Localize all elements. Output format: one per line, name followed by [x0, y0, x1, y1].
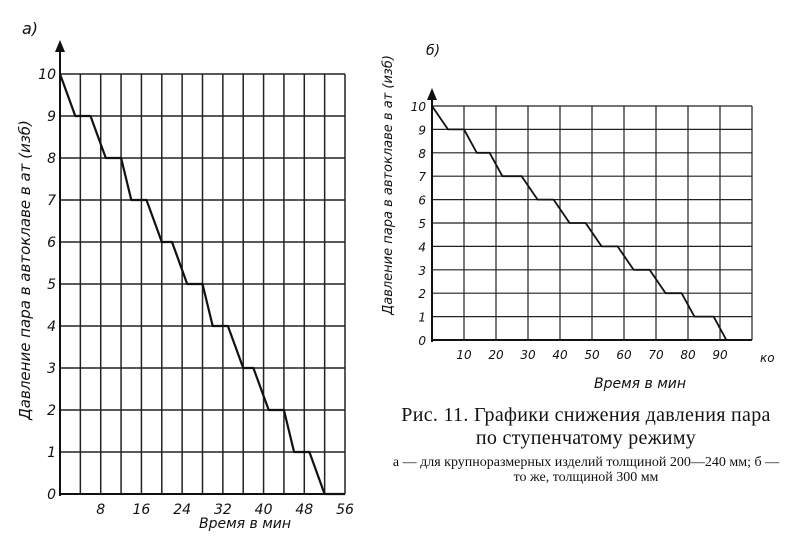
- chart-a-y-tick-label: 8: [47, 151, 56, 167]
- chart-b-y-axis-arrow: [427, 88, 437, 100]
- chart-b-axes: [427, 88, 752, 342]
- chart-a-y-tick-label: 6: [47, 235, 56, 251]
- chart-a-x-tick-label: 56: [336, 502, 354, 518]
- chart-a: [16, 19, 354, 532]
- chart-a-y-tick-label: 10: [38, 67, 56, 83]
- chart-b-y-tick-label: 6: [418, 193, 426, 208]
- chart-b-y-tick-label: 0: [418, 334, 426, 348]
- chart-b-x-tick-label: 80: [680, 348, 696, 362]
- chart-a-axes: [55, 40, 345, 496]
- chart-b-y-axis-title: Давление пара в автоклаве в ат (изб): [381, 55, 396, 315]
- chart-a-y-tick-label: 4: [47, 319, 56, 335]
- chart-b-x-tick-label: 60: [616, 348, 632, 362]
- chart-b-y-tick-label: 1: [418, 310, 426, 325]
- chart-a-x-tick-label: 24: [173, 502, 192, 518]
- chart-b-x-tick-labels: [456, 348, 728, 362]
- chart-a-y-axis-title: Давление пара в автоклаве в ат (изб): [16, 120, 34, 420]
- chart-b-y-tick-labels: [411, 100, 427, 348]
- caption-title: Рис. 11. Графики снижения давления пара по ступенчатому режиму: [401, 404, 771, 449]
- chart-b-x-tick-label: 40: [552, 348, 568, 362]
- chart-b-x-tick-label: 30: [520, 348, 536, 362]
- chart-b-x-tick-label: 70: [648, 348, 664, 362]
- caption-note: а — для крупноразмерных изделий толщиной 200—240 мм; б — то же, толщиной 300 мм: [392, 455, 780, 485]
- chart-a-x-tick-label: 32: [213, 502, 232, 518]
- chart-b-y-tick-label: 7: [418, 170, 426, 185]
- chart-a-y-tick-label: 9: [47, 109, 56, 125]
- chart-a-y-tick-label: 3: [47, 361, 56, 377]
- chart-a-x-axis-title: Время в мин: [198, 516, 292, 532]
- chart-b-y-tick-label: 9: [418, 123, 426, 138]
- chart-a-y-tick-label: 1: [47, 445, 56, 461]
- chart-b-grid: [432, 106, 752, 340]
- figure-caption: [392, 404, 780, 485]
- chart-a-y-tick-labels: [38, 67, 56, 503]
- chart-b-x-tick-label: 10: [456, 348, 472, 362]
- chart-a-y-tick-label: 0: [47, 487, 56, 503]
- chart-a-panel-label: а): [22, 19, 39, 38]
- chart-a-x-tick-label: 16: [132, 502, 151, 518]
- chart-b-x-tick-label: 20: [488, 348, 504, 362]
- chart-b-x-axis-title: Время в мин: [593, 376, 687, 392]
- chart-b-x-tick-label: 90: [712, 348, 728, 362]
- chart-b-y-tick-label: 3: [418, 263, 426, 278]
- chart-b-x-unit-label: ко: [760, 351, 775, 365]
- chart-b-panel-label: б): [426, 43, 441, 59]
- chart-b-y-tick-label: 5: [418, 217, 426, 231]
- chart-b: [381, 43, 775, 392]
- chart-b-y-tick-label: 4: [418, 240, 426, 255]
- chart-a-x-tick-label: 48: [295, 502, 314, 518]
- chart-b-y-tick-label: 8: [418, 146, 426, 161]
- chart-a-x-tick-label: 40: [254, 502, 273, 518]
- chart-b-y-tick-label: 2: [418, 287, 426, 302]
- chart-a-y-tick-label: 7: [47, 193, 56, 209]
- chart-a-y-axis-arrow: [55, 40, 65, 52]
- chart-a-y-tick-label: 2: [47, 403, 56, 419]
- chart-a-x-tick-label: 8: [96, 502, 106, 518]
- chart-b-y-tick-label: 10: [410, 100, 426, 114]
- chart-b-x-tick-label: 50: [584, 348, 600, 362]
- chart-a-y-tick-label: 5: [47, 277, 56, 293]
